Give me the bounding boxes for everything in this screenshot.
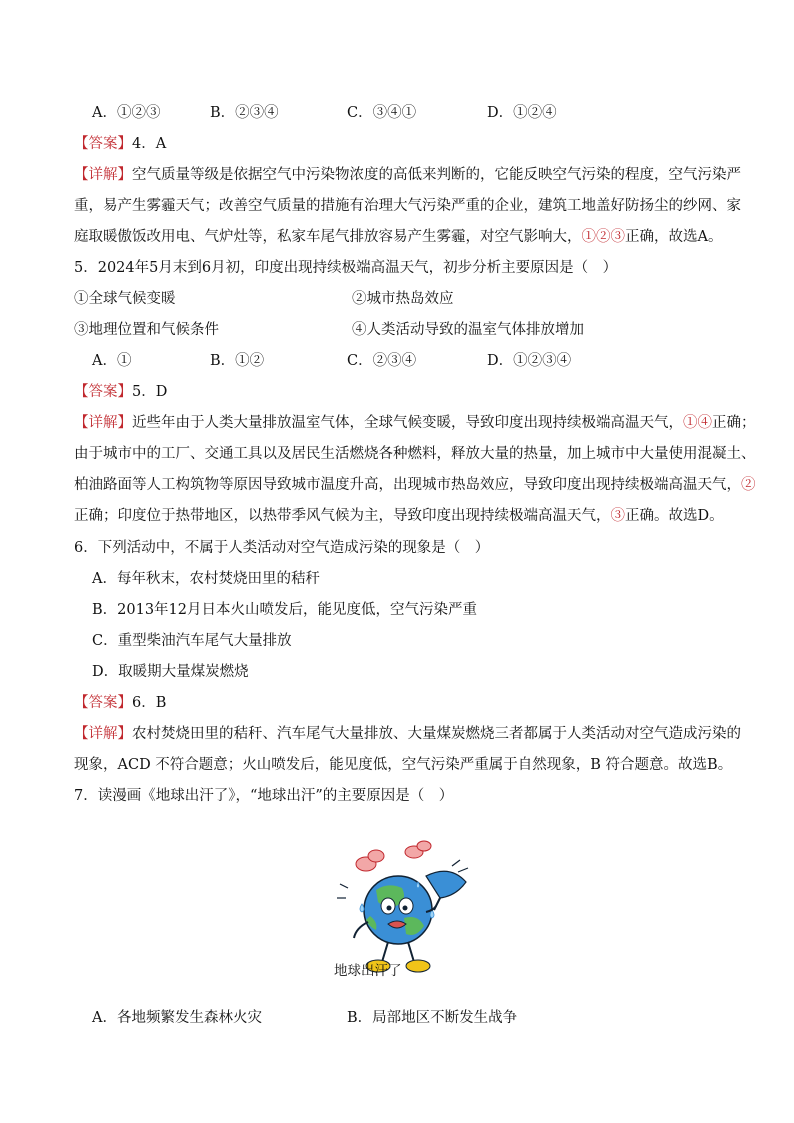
q5-item-2: ②城市热岛效应: [352, 291, 454, 307]
q5-detail-line-1: [74, 413, 756, 433]
q6-detail-line-2: 现象，ACD 不符合题意；火山喷发后，能见度低，空气污染严重属于自然现象，B 符合题意。故选B。: [74, 757, 733, 773]
answer-tag: 【答案】: [74, 695, 132, 711]
q6-option-d: D．取暖期大量煤炭燃烧: [92, 664, 249, 680]
q4-option-c: C．③④①: [347, 105, 417, 121]
q5-detail-line-4: [74, 506, 724, 526]
detail-tag: 【详解】: [74, 415, 132, 431]
q6-answer: [74, 693, 166, 713]
detail-text: 近些年由于人类大量排放温室气体，全球气候变暖，导致印度出现持续极端高温天气，: [132, 415, 683, 431]
detail-text: 庭取暖傲饭改用电、气炉灶等，私家车尾气排放容易产生雾霾，对空气影响大，: [74, 229, 582, 245]
detail-text: 农村焚烧田里的秸秆、汽车尾气大量排放、大量煤炭燃烧三者都属于人类活动对空气造成污染的: [132, 726, 741, 742]
detail-text: 柏油路面等人工构筑物等原因导致城市温度升高，出现城市热岛效应，导致印度出现持续极端高温天气，: [74, 477, 741, 493]
answer-tag: 【答案】: [74, 136, 132, 152]
detail-text: 正确。故选D。: [625, 508, 724, 524]
detail-tag: 【详解】: [74, 167, 132, 183]
answer-value: 4．A: [132, 136, 167, 152]
q4-detail-line-1: [74, 165, 741, 185]
q6-option-c: C．重型柴油汽车尾气大量排放: [92, 633, 292, 649]
q4-option-a: A．①②③: [92, 105, 161, 121]
answer-tag: 【答案】: [74, 384, 132, 400]
q7-option-b: B．局部地区不断发生战争: [347, 1010, 518, 1026]
q4-detail-line-2: 重，易产生雾霾天气；改善空气质量的措施有治理大气污染严重的企业，建筑工地盖好防扬尘的纱网、家: [74, 198, 741, 214]
q5-item-3: ③地理位置和气候条件: [74, 322, 219, 338]
q5-answer: [74, 382, 167, 402]
highlight-numerals: ①②③: [581, 229, 625, 245]
q5-option-a: A．①: [92, 353, 132, 369]
q5-detail-line-2: 由于城市中的工厂、交通工具以及居民生活燃烧各种燃料，释放大量的热量，加上城市中大量使用混凝土、: [74, 446, 756, 462]
detail-tag: 【详解】: [74, 726, 132, 742]
q5-stem: 5．2024年5月末到6月初，印度出现持续极端高温天气，初步分析主要原因是（ ）: [74, 260, 618, 276]
detail-text: 空气质量等级是依据空气中污染物浓度的高低来判断的，它能反映空气污染的程度，空气污染严: [132, 167, 741, 183]
q4-option-b: B．②③④: [210, 105, 279, 121]
q6-option-b: B．2013年12月日本火山喷发后，能见度低，空气污染严重: [92, 602, 478, 618]
q4-detail-line-3: [74, 227, 722, 247]
answer-value: 6．B: [132, 695, 167, 711]
q5-option-d: D．①②③④: [487, 353, 572, 369]
q6-option-a: A．每年秋末，农村焚烧田里的秸秆: [92, 571, 320, 587]
q7-option-a: A．各地频繁发生森林火灾: [92, 1010, 262, 1026]
highlight-numerals: ②: [741, 477, 756, 493]
q7-stem: 7．读漫画《地球出汗了》，“地球出汗”的主要原因是（ ）: [74, 788, 454, 804]
q5-detail-line-3: [74, 475, 756, 495]
highlight-numerals: ③: [610, 508, 625, 524]
q4-answer: [74, 134, 166, 154]
detail-text: 正确；印度位于热带地区，以热带季风气候为主，导致印度出现持续极端高温天气，: [74, 508, 611, 524]
highlight-numerals: ①④: [683, 415, 712, 431]
q4-option-d: D．①②④: [487, 105, 557, 121]
detail-text: 正确，故选A。: [625, 229, 723, 245]
q5-option-c: C．②③④: [347, 353, 417, 369]
q6-detail-line-1: [74, 724, 741, 744]
answer-value: 5．D: [132, 384, 168, 400]
q5-option-b: B．①②: [210, 353, 265, 369]
detail-text: 正确；: [712, 415, 756, 431]
q6-stem: 6．下列活动中，不属于人类活动对空气造成污染的现象是（ ）: [74, 540, 490, 556]
cartoon-caption: 地球出汗了: [334, 963, 402, 979]
q5-item-1: ①全球气候变暖: [74, 291, 176, 307]
q5-item-4: ④人类活动导致的温室气体排放增加: [352, 322, 584, 338]
